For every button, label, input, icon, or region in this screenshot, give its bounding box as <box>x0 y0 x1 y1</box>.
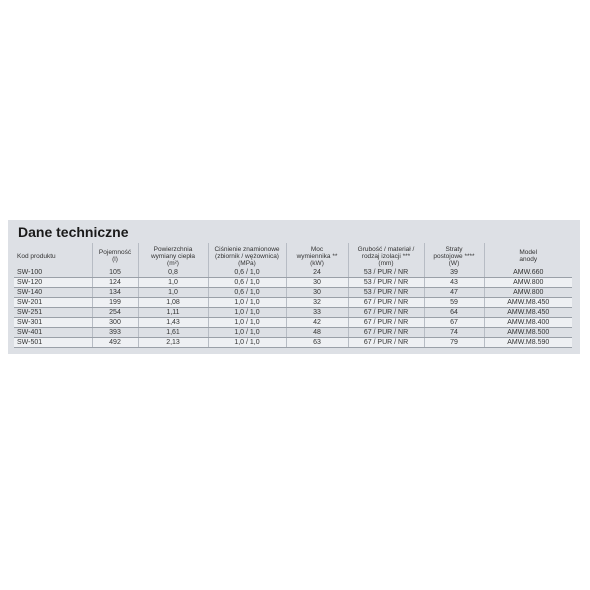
header-line: (l) <box>112 256 118 263</box>
cell-exchanger-power: 30 <box>286 288 348 298</box>
header-line: (mm) <box>378 259 394 267</box>
cell-capacity: 105 <box>92 268 138 278</box>
header-line: (m²) <box>167 259 179 267</box>
header-capacity <box>92 243 138 268</box>
cell-anode-model: AMW.800 <box>484 288 572 298</box>
cell-insulation: 67 / PUR / NR <box>348 318 424 328</box>
cell-insulation: 67 / PUR / NR <box>348 338 424 348</box>
cell-standby-loss: 59 <box>424 298 484 308</box>
cell-rated-pressure: 0,6 / 1,0 <box>208 278 286 288</box>
table-row <box>14 268 572 278</box>
table-header-row <box>14 243 572 268</box>
cell-product-code: SW-301 <box>14 318 92 328</box>
cell-rated-pressure: 1,0 / 1,0 <box>208 328 286 338</box>
header-line: (zbiornik / wężownica) <box>215 252 279 260</box>
cell-capacity: 492 <box>92 338 138 348</box>
cell-anode-model: AMW.M8.590 <box>484 338 572 348</box>
header-line: wymiennika ** <box>296 252 338 260</box>
cell-product-code: SW-140 <box>14 288 92 298</box>
cell-anode-model: AMW.M8.500 <box>484 328 572 338</box>
cell-standby-loss: 39 <box>424 268 484 278</box>
header-line: Moc <box>310 245 324 253</box>
section-title: Dane techniczne <box>18 224 129 240</box>
header-line: (W) <box>448 259 460 267</box>
header-standby-loss <box>424 243 484 268</box>
cell-exchange-area: 2,13 <box>138 338 208 348</box>
header-line: anody <box>519 256 538 263</box>
table-body <box>14 268 572 348</box>
header-line: Powierzchnia <box>153 245 193 253</box>
header-line: Model <box>519 249 538 256</box>
header-line: (MPa) <box>238 259 256 267</box>
header-line: Pojemność <box>98 249 132 256</box>
cell-exchange-area: 0,8 <box>138 268 208 278</box>
cell-insulation: 53 / PUR / NR <box>348 278 424 288</box>
cell-capacity: 254 <box>92 308 138 318</box>
cell-exchange-area: 1,0 <box>138 278 208 288</box>
cell-standby-loss: 74 <box>424 328 484 338</box>
header-line: Kod produktu <box>17 252 56 260</box>
cell-capacity: 124 <box>92 278 138 288</box>
header-line: Grubość / materiał / <box>357 245 415 253</box>
cell-product-code: SW-100 <box>14 268 92 278</box>
header-product-code <box>14 243 92 268</box>
cell-anode-model: AMW.M8.400 <box>484 318 572 328</box>
technical-data-panel <box>8 220 580 354</box>
cell-standby-loss: 64 <box>424 308 484 318</box>
cell-insulation: 53 / PUR / NR <box>348 268 424 278</box>
table-row <box>14 338 572 348</box>
cell-insulation: 67 / PUR / NR <box>348 328 424 338</box>
cell-product-code: SW-201 <box>14 298 92 308</box>
cell-exchanger-power: 33 <box>286 308 348 318</box>
cell-capacity: 199 <box>92 298 138 308</box>
cell-exchanger-power: 32 <box>286 298 348 308</box>
cell-insulation: 67 / PUR / NR <box>348 308 424 318</box>
table-row <box>14 288 572 298</box>
cell-standby-loss: 47 <box>424 288 484 298</box>
cell-capacity: 134 <box>92 288 138 298</box>
cell-exchanger-power: 63 <box>286 338 348 348</box>
cell-product-code: SW-251 <box>14 308 92 318</box>
cell-exchanger-power: 30 <box>286 278 348 288</box>
cell-exchange-area: 1,11 <box>138 308 208 318</box>
header-line: postojowe **** <box>433 252 475 260</box>
header-exchange-area <box>138 243 208 268</box>
cell-insulation: 53 / PUR / NR <box>348 288 424 298</box>
cell-exchange-area: 1,0 <box>138 288 208 298</box>
cell-rated-pressure: 0,6 / 1,0 <box>208 268 286 278</box>
cell-exchange-area: 1,43 <box>138 318 208 328</box>
header-line: rodzaj izolacji *** <box>361 252 411 260</box>
table-row <box>14 298 572 308</box>
header-line: wymiany ciepła <box>150 252 196 260</box>
header-exchanger-power <box>286 243 348 268</box>
table-row <box>14 328 572 338</box>
cell-anode-model: AMW.M8.450 <box>484 308 572 318</box>
cell-rated-pressure: 1,0 / 1,0 <box>208 308 286 318</box>
cell-standby-loss: 43 <box>424 278 484 288</box>
cell-rated-pressure: 1,0 / 1,0 <box>208 338 286 348</box>
cell-rated-pressure: 0,6 / 1,0 <box>208 288 286 298</box>
cell-exchange-area: 1,61 <box>138 328 208 338</box>
cell-exchanger-power: 24 <box>286 268 348 278</box>
cell-anode-model: AMW.M8.450 <box>484 298 572 308</box>
cell-rated-pressure: 1,0 / 1,0 <box>208 298 286 308</box>
cell-standby-loss: 67 <box>424 318 484 328</box>
header-rated-pressure <box>208 243 286 268</box>
cell-product-code: SW-501 <box>14 338 92 348</box>
header-line: (kW) <box>310 259 324 267</box>
header-anode-model <box>484 243 572 268</box>
table-row <box>14 318 572 328</box>
cell-capacity: 393 <box>92 328 138 338</box>
header-line: Ciśnienie znamionowe <box>214 245 280 253</box>
header-line: Straty <box>445 245 463 253</box>
cell-product-code: SW-401 <box>14 328 92 338</box>
cell-exchanger-power: 48 <box>286 328 348 338</box>
cell-capacity: 300 <box>92 318 138 328</box>
technical-data-table <box>14 243 572 348</box>
table-row <box>14 308 572 318</box>
cell-insulation: 67 / PUR / NR <box>348 298 424 308</box>
cell-rated-pressure: 1,0 / 1,0 <box>208 318 286 328</box>
table-row <box>14 278 572 288</box>
header-insulation <box>348 243 424 268</box>
cell-product-code: SW-120 <box>14 278 92 288</box>
cell-anode-model: AMW.800 <box>484 278 572 288</box>
cell-anode-model: AMW.660 <box>484 268 572 278</box>
cell-exchanger-power: 42 <box>286 318 348 328</box>
cell-exchange-area: 1,08 <box>138 298 208 308</box>
cell-standby-loss: 79 <box>424 338 484 348</box>
